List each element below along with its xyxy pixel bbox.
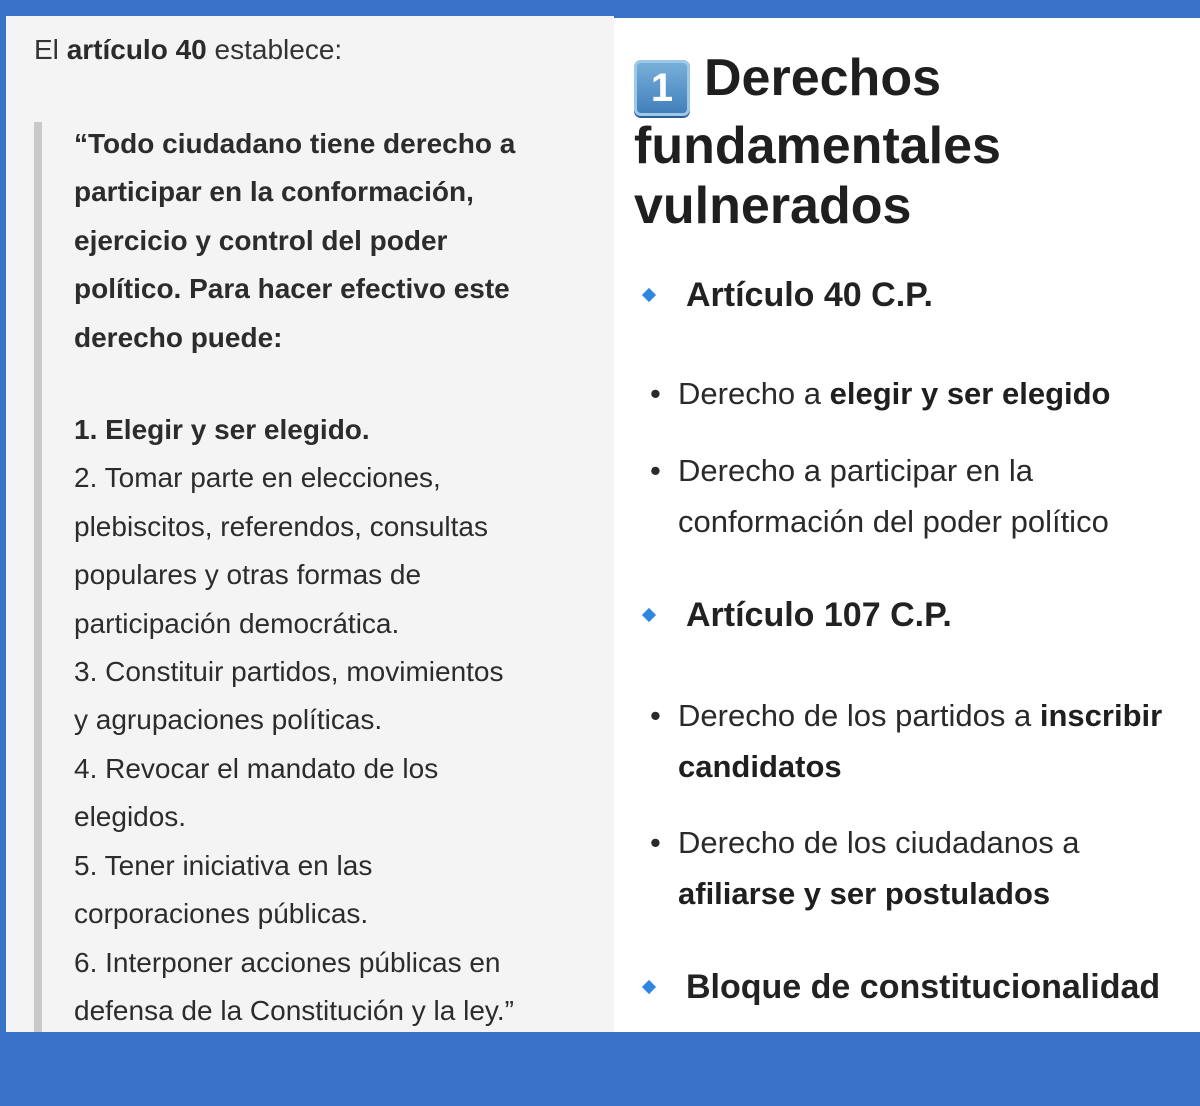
quote-line: populares y otras formas de bbox=[74, 559, 422, 591]
left-panel bbox=[6, 16, 614, 1032]
intro-bold: artículo 40 bbox=[66, 34, 207, 65]
quote-lead-line: ejercicio y control del poder bbox=[74, 224, 448, 256]
keycap-one-icon: 1 bbox=[634, 60, 690, 116]
section-label: Bloque de constitucionalidad bbox=[686, 968, 1161, 1006]
bullet-text: conformación del poder político bbox=[678, 504, 1109, 539]
bullet-item bbox=[650, 445, 1200, 547]
quote-line: 5. Tener iniciativa en las bbox=[74, 849, 373, 881]
intro-prefix: El bbox=[34, 34, 67, 65]
quote-line: participación democrática. bbox=[74, 607, 400, 639]
bullet-dot-icon: • bbox=[650, 376, 661, 411]
diamond-bullet-icon bbox=[642, 288, 656, 302]
bullet-text: Derecho de los ciudadanos a bbox=[678, 825, 1080, 860]
section-articulo-107 bbox=[644, 596, 952, 635]
quote-lead-line: derecho puede: bbox=[74, 321, 283, 353]
bullet-item bbox=[650, 817, 1200, 919]
intro-suffix: establece: bbox=[206, 34, 343, 65]
bullet-dot-icon: • bbox=[650, 825, 661, 860]
bullet-bold: candidatos bbox=[678, 749, 842, 784]
bullet-item bbox=[650, 690, 1200, 792]
title-line: vulnerados bbox=[634, 177, 912, 235]
bullet-item bbox=[650, 368, 1200, 419]
diamond-bullet-icon bbox=[642, 980, 656, 994]
bullet-text: Derecho de los partidos a bbox=[678, 698, 1040, 733]
article-40-quote bbox=[74, 120, 594, 1032]
diamond-bullet-icon bbox=[642, 608, 656, 622]
section-bloque-constitucionalidad bbox=[644, 968, 1160, 1007]
section-articulo-40 bbox=[644, 276, 933, 315]
quote-lead-line: “Todo ciudadano tiene derecho a bbox=[74, 128, 516, 159]
quote-line: 4. Revocar el mandato de los bbox=[74, 752, 439, 784]
quote-lead-line: participar en la conformación, bbox=[74, 176, 474, 208]
bullet-text: Derecho a bbox=[678, 376, 830, 411]
quote-line: 2. Tomar parte en elecciones, bbox=[74, 462, 441, 494]
title-line: Derechos bbox=[704, 49, 941, 107]
quote-line: plebiscitos, referendos, consultas bbox=[74, 510, 488, 542]
quote-line: y agrupaciones políticas. bbox=[74, 704, 383, 736]
section-title bbox=[634, 48, 1194, 236]
right-panel bbox=[614, 18, 1200, 1032]
bullet-bold: afiliarse y ser postulados bbox=[678, 876, 1051, 911]
section-label: Artículo 107 C.P. bbox=[686, 596, 952, 634]
quote-lead-line: político. Para hacer efectivo este bbox=[74, 273, 510, 305]
quote-line: corporaciones públicas. bbox=[74, 898, 369, 930]
title-line: fundamentales bbox=[634, 117, 1001, 175]
quote-lead bbox=[74, 120, 594, 362]
bullet-dot-icon: • bbox=[650, 698, 661, 733]
blockquote-bar bbox=[34, 122, 42, 1032]
bullet-text: Derecho a participar en la bbox=[678, 453, 1033, 488]
quote-item-1: 1. Elegir y ser elegido. bbox=[74, 414, 370, 446]
quote-line: elegidos. bbox=[74, 801, 187, 833]
quote-line: 6. Interponer acciones públicas en bbox=[74, 946, 501, 978]
quote-line: 3. Constituir partidos, movimientos bbox=[74, 656, 504, 688]
bullet-dot-icon: • bbox=[650, 453, 661, 488]
intro-text bbox=[34, 34, 342, 66]
bullet-bold: inscribir bbox=[1039, 698, 1163, 733]
bullet-bold: elegir y ser elegido bbox=[829, 376, 1111, 411]
quote-line: defensa de la Constitución y la ley.” bbox=[74, 994, 514, 1026]
section-label: Artículo 40 C.P. bbox=[686, 276, 933, 314]
